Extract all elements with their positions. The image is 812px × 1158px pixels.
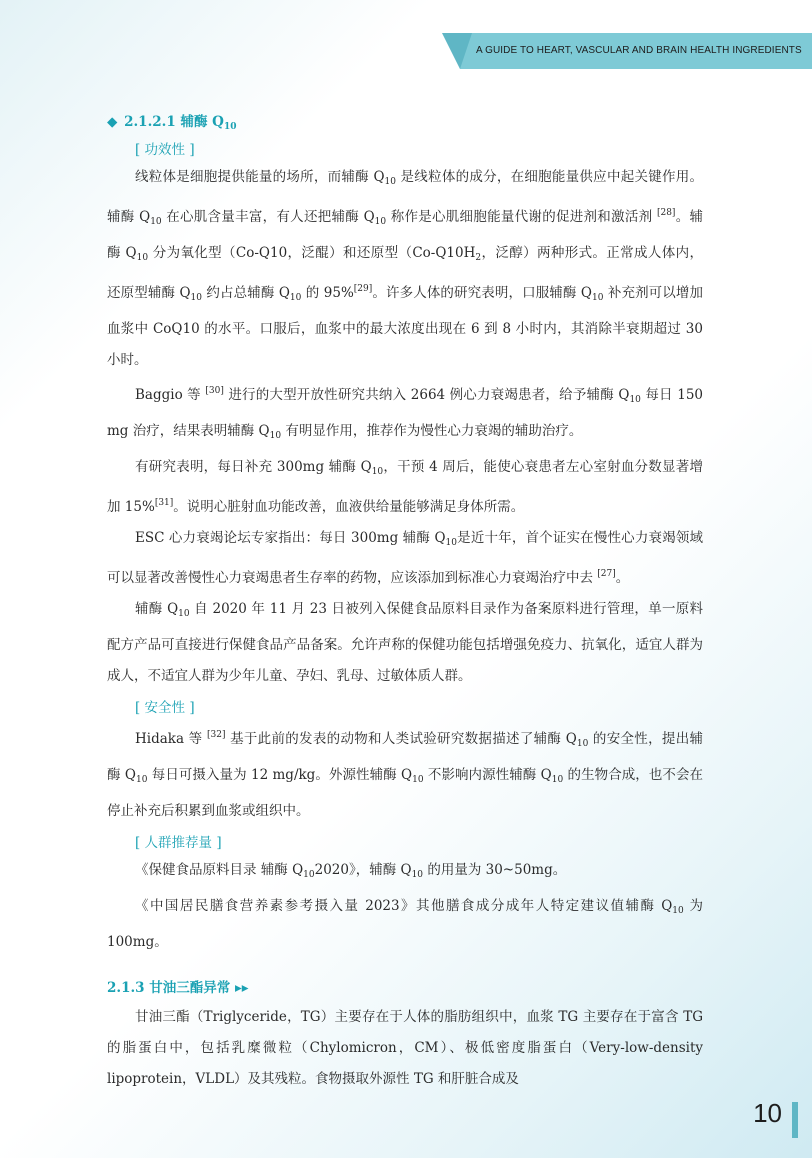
paragraph-triglyceride: 甘油三酯（Triglyceride，TG）主要存在于人体的脂肪组织中，血浆 TG 主要存在于富含 TG 的脂蛋白中，包括乳糜微粒（Chylomicron，CM）、极低密度脂蛋白（Very-low-density lipoprotein，VLDL）及其残粒。食物摄取外源性 TG 和肝脏合成及 — [107, 1009, 703, 1087]
paragraph-hidaka: Hidaka 等 [32] 基于此前的发表的动物和人类试验研究数据描述了辅酶 $Q_{10}$ 的安全性，提出辅酶 $Q_{10}$ 每日可摄入量为 12 mg/kg。外源性辅酶 $Q_{10}$ 不影响内源性辅酶 $Q_{10}$ 的生物合成，也不会在停止补充后积累到血浆或组织中。 — [107, 730, 704, 819]
paragraph-dri-2023: 《中国居民膳食营养素参考摄入量 2023》其他膳食成分成年人特定建议值辅酶 $Q_{10}$ 为 100mg。 — [107, 898, 703, 950]
page-number: 10 — [753, 1098, 782, 1128]
section-title-coq10: ◆ 2.1.2.1 辅酶 $Q_{10}$ — [107, 114, 237, 132]
paragraph-baggio: Baggio 等 [30] 进行的大型开放性研究共纳入 2664 例心力衰竭患者，给予辅酶 $Q_{10}$ 每日 150 mg 治疗，结果表明辅酶 $Q_{10}$ 有明显作用，推荐作为慢性心力衰竭的辅助治疗。 — [107, 386, 703, 441]
dose-tag: [ 人群推荐量 ] — [135, 835, 222, 851]
safety-tag: [ 安全性 ] — [135, 700, 195, 716]
diamond-icon: ◆ — [107, 114, 118, 130]
main-content — [107, 110, 703, 1095]
paragraph-mitochondria: 线粒体是细胞提供能量的场所，而辅酶 $Q_{10}$ 是线粒体的成分，在细胞能量供应中起关键作用。辅酶 $Q_{10}$ 在心肌含量丰富，有人还把辅酶 $Q_{10}$ 称作是心肌细胞能量代谢的促进剂和激活剂 [28]。辅酶 $Q_{10}$ 分为氧化型（Co-Q10，泛醌）和还原型（$Co-Q10H_2$，泛醇）两种形式。正常成人体内，还原型辅酶 $Q_{10}$ 约占总辅酶 $Q_{10}$ 的 95%[29]。许多人体的研究表明，口服辅酶 $Q_{10}$ 补充剂可以增加血浆中 CoQ10 的水平。口服后，血浆中的最大浓度出现在 6 到 8 小时内，其消除半衰期超过 30 小时。 — [107, 169, 704, 368]
paragraph-catalog: 辅酶 $Q_{10}$ 自 2020 年 11 月 23 日被列入保健食品原料目录作为备案原料进行管理，单一原料配方产品可直接进行保健食品产品备案。允许声称的保健功能包括增强免疫力、抗氧化，适宜人群为成人，不适宜人群为少年儿童、孕妇、乳母、过敏体质人群。 — [107, 601, 703, 684]
section-title-triglyceride: 2.1.3 甘油三酯异常 ▸▸ — [107, 980, 249, 996]
paragraph-catalog-dose: 《保健食品原料目录 辅酶 $Q_{10}2020$》，辅酶 $Q_{10}$ 的用量为 30~50mg。 — [135, 862, 567, 880]
header-title: A GUIDE TO HEART, VASCULAR AND BRAIN HEALTH INGREDIENTS — [476, 45, 802, 56]
paragraph-esc: ESC 心力衰竭论坛专家指出：每日 300mg 辅酶 $Q_{10}$是近十年，首个证实在慢性心力衰竭领域可以显著改善慢性心力衰竭患者生存率的药物，应该添加到标准心力衰竭治疗中去 [27]。 — [107, 530, 703, 586]
efficacy-tag: [ 功效性 ] — [135, 142, 195, 158]
double-arrow-icon: ▸▸ — [234, 980, 249, 996]
page-number-bar — [792, 1102, 798, 1138]
paragraph-study-300mg: 有研究表明，每日补充 300mg 辅酶 $Q_{10}$，干预 4 周后，能使心衰患者左心室射血分数显著增加 15%[31]。说明心脏射血功能改善，血液供给量能够满足身体所需。 — [107, 459, 704, 515]
